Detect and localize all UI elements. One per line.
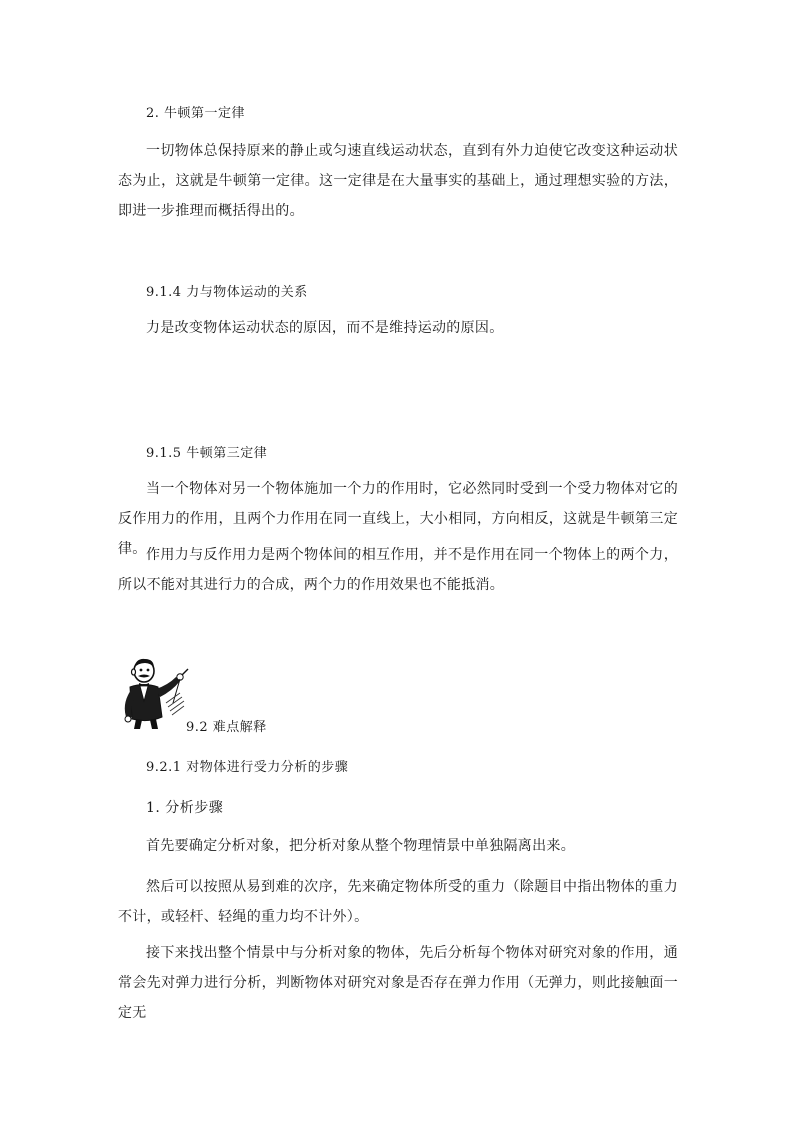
paragraph-9-1-5-second: 作用力与反作用力是两个物体间的相互作用，并不是作用在同一个物体上的两个力，所以不能对其进行力的合成，两个力的作用效果也不能抵消。 [118,547,678,593]
paragraph-9-1-5-first: 当一个物体对另一个物体施加一个力的作用时，它必然同时受到一个受力物体对它的反作用力的作用，且两个力作用在同一直线上，大小相同，方向相反，这就是牛顿第三定律。 [118,481,678,557]
paragraph-analysis-step-first: 首先要确定分析对象，把分析对象从整个物理情景中单独隔离出来。 [146,838,575,854]
paragraph-analysis-step-elastic: 接下来找出整个情景中与分析对象的物体，先后分析每个物体对研究对象的作用，通常会先对弹力进行分析，判断物体对研究对象是否存在弹力作用（无弹力，则此接触面一定无 [118,945,678,1021]
paragraph-analysis-step-gravity: 然后可以按照从易到难的次序，先来确定物体所受的重力（除题目中指出物体的重力不计，或轻杆、轻绳的重力均不计外）。 [118,879,678,925]
section-heading-9-1-4: 9.1.4 力与物体运动的关系 [146,285,308,300]
section-heading-9-2: 9.2 难点解释 [186,720,267,735]
section-heading-newton-first-law: 2. 牛顿第一定律 [146,106,246,121]
section-heading-9-1-5: 9.1.5 牛顿第三定律 [146,446,268,461]
subheading-analysis-steps: 1. 分析步骤 [146,800,224,816]
paragraph-9-1-4: 力是改变物体运动状态的原因，而不是维持运动的原因。 [146,320,504,336]
paragraph-newton-first-law: 一切物体总保持原来的静止或匀速直线运动状态，直到有外力迫使它改变这种运动状态为止，这就是牛顿第一定律。这一定律是在大量事实的基础上，通过理想实验的方法，即进一步推理而概括得出的。 [118,143,678,219]
section-heading-9-2-1: 9.2.1 对物体进行受力分析的步骤 [146,760,349,775]
